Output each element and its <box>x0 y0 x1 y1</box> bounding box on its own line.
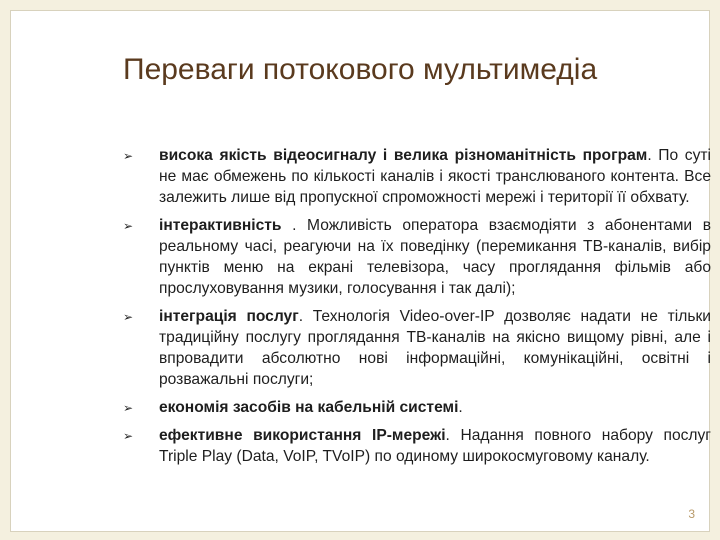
item-text: . Технологія Video-over-IP дозволяє надати не тільки традиційну послугу проглядання ТВ-каналів на якісно вищому рівні, але і впровадити абсолютно нові інформаційні, комунікаційні, освітні і розважальні послуги; <box>159 308 711 388</box>
arrow-bullet-icon: ➢ <box>123 310 134 324</box>
item-text: . <box>458 399 463 416</box>
list-item <box>123 397 711 418</box>
item-lead: інтеграція послуг <box>159 308 299 325</box>
item-text: . Можливість оператора взаємодіяти з абонентами в реальному часі, реагуючи на їх поведінку (перемикання ТВ-каналів, вибір пунктів меню на екрані телевізора, часу проглядання фільмів або прослуховування музики, голосування і так далі); <box>159 217 711 297</box>
item-lead: ефективне використання IP-мережі <box>159 427 446 444</box>
list-item <box>123 215 711 299</box>
item-lead: висока якість відеосигналу і велика різноманітність програм <box>159 147 648 164</box>
arrow-bullet-icon: ➢ <box>123 429 134 443</box>
list-item <box>123 145 711 208</box>
arrow-bullet-icon: ➢ <box>123 219 134 233</box>
arrow-bullet-icon: ➢ <box>123 149 134 163</box>
list-item <box>123 425 711 467</box>
list-item <box>123 306 711 390</box>
bullet-list <box>123 145 711 474</box>
item-lead: економія засобів на кабельній системі <box>159 399 459 416</box>
page-number: 3 <box>688 507 695 521</box>
item-text: . Надання повного набору послуг Triple Play (Data, VoIP, TVoIP) по одиному широкосмуговому каналу. <box>159 427 711 465</box>
arrow-bullet-icon: ➢ <box>123 401 134 415</box>
item-text: . По суті не має обмежень по кількості каналів і якості транслюваного контента. Все залежить лише від пропускної спроможності мережі і території її обхвату. <box>159 147 712 206</box>
slide <box>10 10 710 532</box>
slide-title: Переваги потокового мультимедіа <box>123 53 598 86</box>
item-lead: інтерактивність <box>159 217 282 234</box>
